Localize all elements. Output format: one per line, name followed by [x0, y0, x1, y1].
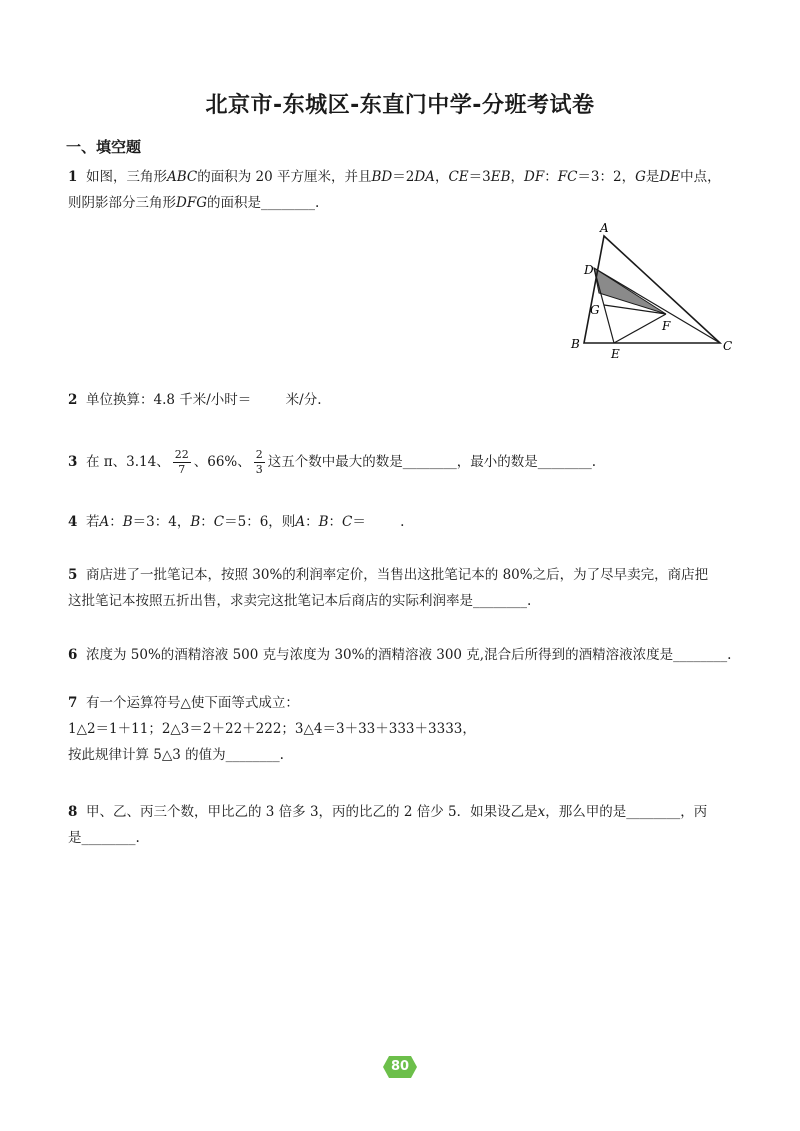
question-7: 7 有一个运算符号△使下面等式成立： 1△2＝1＋11；2△3＝2＋22＋222；3△4＝3＋33＋333＋3333， 按此规律计算 5△3 的值为________. — [68, 690, 476, 768]
segment-ef — [614, 314, 666, 343]
question-4: 4 若A：B＝3：4，B：C＝5：6，则A：B：C＝ . — [68, 509, 404, 535]
question-number: 7 — [68, 695, 78, 711]
question-2: 2 单位换算：4.8 千米/小时＝ 米/分. — [68, 387, 322, 413]
label-g: G — [590, 303, 600, 317]
question-3: 3 在 π、3.14、 $\frac{22}{7}$ 、66%、 $\frac{2}{3}$ 这五个数中最大的数是________，最小的数是________. — [68, 448, 597, 476]
triangle-figure — [566, 215, 746, 365]
question-number: 3 — [68, 454, 78, 470]
question-number: 1 — [68, 169, 78, 185]
question-5: 5 商店进了一批笔记本，按照 30%的利润率定价，当售出这批笔记本的 80%之后，为了尽早卖完，商店把 这批笔记本按照五折出售，求卖完这批笔记本后商店的实际利润率是________. — [68, 562, 708, 614]
fraction-2-3: $\frac{2}{3}$ — [255, 448, 263, 476]
segment-dc — [594, 268, 720, 343]
label-f: F — [662, 319, 671, 333]
label-d: D — [584, 263, 594, 277]
question-number: 6 — [68, 647, 78, 663]
label-c: C — [723, 339, 733, 353]
question-number: 8 — [68, 804, 78, 820]
answer-blank: . — [365, 514, 405, 530]
label-b: B — [571, 337, 580, 351]
fraction-22-7: $\frac{22}{7}$ — [174, 448, 189, 476]
answer-blank — [251, 392, 285, 408]
section-heading: 一、填空题 — [66, 138, 142, 156]
page-number-badge — [382, 1055, 418, 1079]
question-8: 8 甲、乙、丙三个数，甲比乙的 3 倍多 3，丙的比乙的 2 倍少 5．如果设乙是x，那么甲的是________，丙 是________. — [68, 799, 707, 851]
question-6: 6 浓度为 50%的酒精溶液 500 克与浓度为 30%的酒精溶液 300 克,混合后所得到的酒精溶液浓度是________. — [68, 642, 731, 668]
question-number: 2 — [68, 392, 78, 408]
question-number: 4 — [68, 514, 78, 530]
question-number: 5 — [68, 567, 78, 583]
question-1: 1 如图，三角形ABC的面积为 20 平方厘米，并且BD＝2DA，CE＝3EB，DF：FC＝3：2，G是DE中点， 则阴影部分三角形DFG的面积是________. — [68, 164, 721, 216]
page-title: 北京市-东城区-东直门中学-分班考试卷 — [205, 93, 595, 118]
label-e: E — [611, 347, 620, 361]
page-number: 80 — [390, 1059, 410, 1074]
label-a: A — [600, 221, 609, 235]
